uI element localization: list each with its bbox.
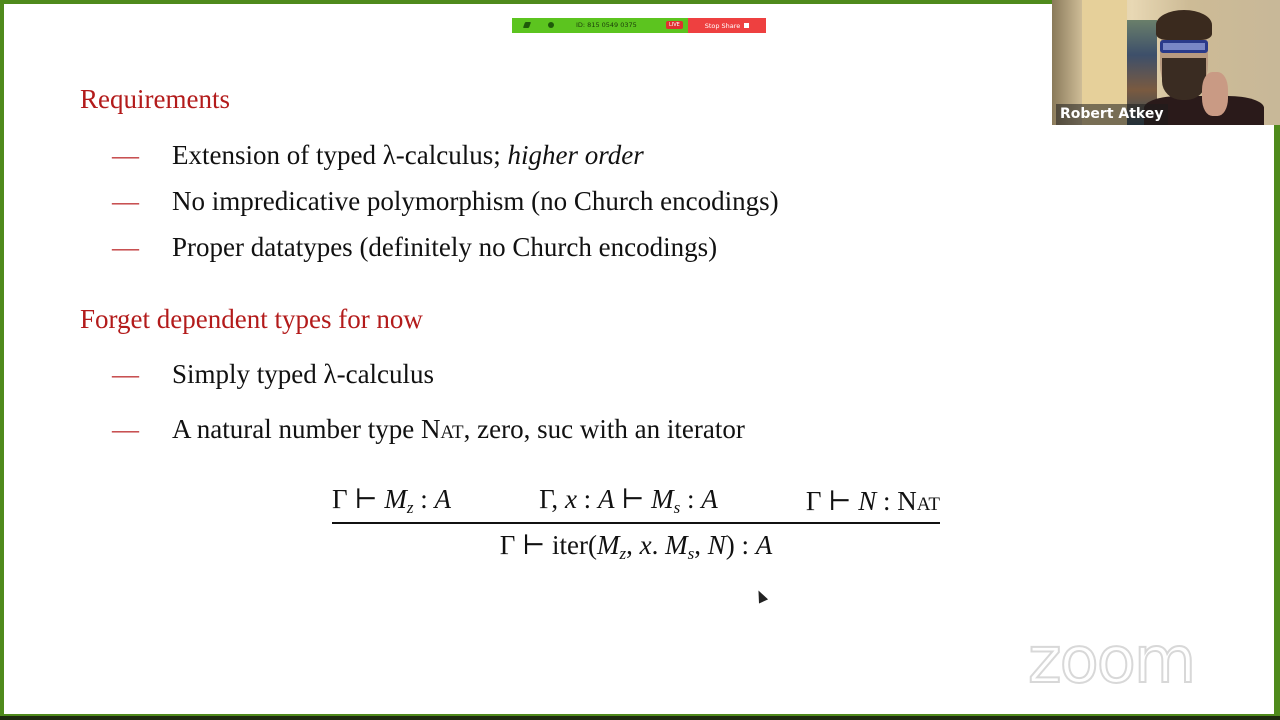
bullet-item: [112, 359, 434, 390]
shield-icon[interactable]: [548, 22, 554, 28]
bullet-text: Proper datatypes (definitely no Church encodings): [172, 232, 718, 262]
bullet-item: [112, 414, 745, 445]
signal-icon[interactable]: [523, 22, 531, 28]
stop-square-icon: [744, 23, 749, 28]
heading-requirements: Requirements: [80, 84, 230, 114]
mouse-cursor-icon: [754, 588, 768, 603]
video-person-hand: [1202, 72, 1228, 116]
nat-type-name: Nat: [420, 414, 464, 444]
zoom-watermark-logo: zoom: [1028, 624, 1195, 698]
bullet-dash: —: [112, 186, 139, 216]
meeting-id: ID: 815 0549 0375: [576, 21, 637, 29]
rule-conclusion: Γ ⊢ $iter(M_z$, x. $M_s$, N) : A: [499, 530, 773, 563]
participant-video-tile[interactable]: [1052, 0, 1280, 125]
video-person-glasses: [1160, 40, 1208, 53]
share-status-bar: [512, 18, 688, 33]
bullet-item: [112, 232, 717, 263]
bullet-text: Extension of typed λ-calculus;: [172, 140, 508, 170]
bullet-item: [112, 186, 779, 217]
bullet-item: [112, 140, 644, 171]
rule-divider: [332, 522, 940, 524]
video-person-hair: [1156, 10, 1212, 40]
live-badge: LIVE: [666, 21, 683, 29]
participant-name: Robert Atkey: [1056, 104, 1168, 125]
bullet-text: A natural number type: [172, 414, 421, 444]
bullet-text: Simply typed λ-calculus: [172, 359, 435, 389]
bullet-dash: —: [112, 232, 139, 262]
bullet-text: No impredicative polymorphism (no Church encodings): [172, 186, 779, 216]
bullet-dash: —: [112, 359, 139, 389]
stop-share-button[interactable]: [688, 18, 766, 33]
screen-share-toolbar: [512, 18, 766, 33]
premise-succ: Γ, x : A ⊢ $M_s$ : A: [539, 484, 718, 517]
stop-share-label: Stop Share: [704, 21, 741, 30]
premise-nat: Γ ⊢ N : Nat: [805, 485, 940, 516]
bullet-emphasis: higher order: [507, 140, 644, 170]
rule-premises: [332, 482, 940, 520]
bullet-text-suffix: , zero, suc with an iterator: [463, 414, 745, 444]
bullet-dash: —: [112, 140, 139, 170]
bottom-edge: [0, 716, 1280, 720]
video-person-beard: [1162, 58, 1206, 100]
iterator-typing-rule: [332, 482, 940, 564]
premise-zero: Γ ⊢ $M_z$ : A: [332, 484, 451, 517]
bullet-dash: —: [112, 414, 139, 444]
heading-forget-dependent-types: Forget dependent types for now: [80, 304, 423, 334]
